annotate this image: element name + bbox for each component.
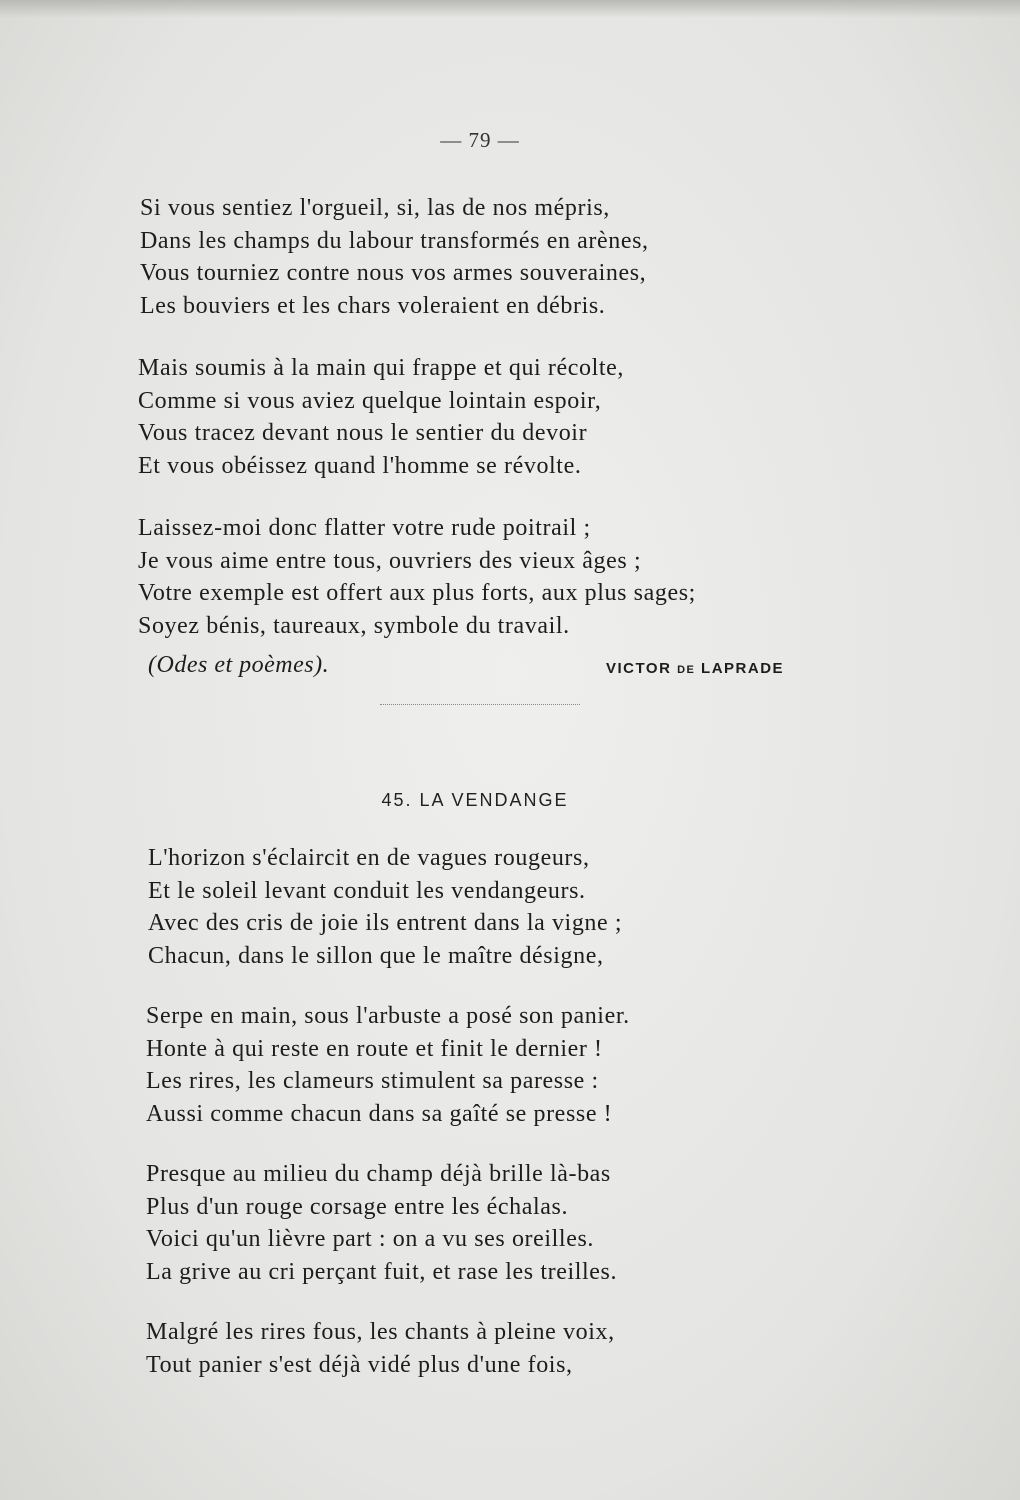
poem2-stanza-3	[146, 1158, 617, 1288]
verse-line: Je vous aime entre tous, ouvriers des vieux âges ;	[138, 547, 642, 574]
poem2-title: 45. LA VENDANGE	[381, 790, 569, 810]
verse-line: Avec des cris de joie ils entrent dans la vigne ;	[148, 910, 623, 936]
verse-line: Les bouviers et les chars voleraient en débris.	[140, 292, 606, 319]
verse-line: La grive au cri perçant fuit, et rase les treilles.	[146, 1258, 618, 1285]
verse-line: Chacun, dans le sillon que le maître désigne,	[148, 942, 604, 969]
poem1-stanza-2	[138, 352, 624, 482]
verse-line: Laissez-moi donc flatter votre rude poitrail ;	[138, 515, 591, 541]
poem1-author	[606, 660, 784, 677]
verse-line: Comme si vous aviez quelque lointain espoir,	[138, 387, 602, 414]
author-first-name: VICTOR	[606, 660, 672, 677]
poem2-stanza-4	[146, 1316, 615, 1381]
section-divider	[380, 704, 580, 705]
page-edge-shadow	[0, 0, 1020, 18]
poem1-stanza-3	[138, 512, 696, 642]
verse-line: Presque au milieu du champ déjà brille là-bas	[146, 1161, 611, 1187]
verse-line: Soyez bénis, taureaux, symbole du travail.	[138, 612, 570, 639]
poem1-stanza-1	[140, 192, 649, 322]
verse-line: Plus d'un rouge corsage entre les échalas.	[146, 1193, 569, 1220]
author-particle: DE	[677, 664, 696, 676]
poem1-source: (Odes et poèmes).	[148, 652, 330, 678]
author-last-name: LAPRADE	[701, 660, 785, 677]
verse-line: Malgré les rires fous, les chants à pleine voix,	[146, 1319, 615, 1345]
verse-line: Aussi comme chacun dans sa gaîté se presse !	[146, 1100, 613, 1127]
verse-line: Dans les champs du labour transformés en arènes,	[140, 227, 649, 254]
verse-line: Votre exemple est offert aux plus forts, aux plus sages;	[138, 580, 696, 606]
verse-line: Vous tourniez contre nous vos armes souveraines,	[140, 260, 647, 286]
verse-line: Vous tracez devant nous le sentier du devoir	[138, 420, 588, 446]
verse-line: L'horizon s'éclaircit en de vagues rougeurs,	[148, 845, 590, 871]
verse-line: Et vous obéissez quand l'homme se révolte.	[138, 452, 582, 479]
verse-line: Si vous sentiez l'orgueil, si, las de nos mépris,	[140, 195, 610, 221]
poem2-stanza-2	[146, 1000, 630, 1130]
verse-line: Serpe en main, sous l'arbuste a posé son panier.	[146, 1003, 630, 1029]
verse-line: Tout panier s'est déjà vidé plus d'une fois,	[146, 1351, 573, 1378]
verse-line: Et le soleil levant conduit les vendangeurs.	[148, 877, 586, 904]
verse-line: Honte à qui reste en route et finit le dernier !	[146, 1035, 603, 1062]
page-number: — 79 —	[440, 128, 520, 152]
verse-line: Les rires, les clameurs stimulent sa paresse :	[146, 1068, 599, 1094]
poem2-stanza-1	[148, 842, 622, 972]
verse-line: Mais soumis à la main qui frappe et qui récolte,	[138, 355, 625, 381]
verse-line: Voici qu'un lièvre part : on a vu ses oreilles.	[146, 1226, 594, 1252]
